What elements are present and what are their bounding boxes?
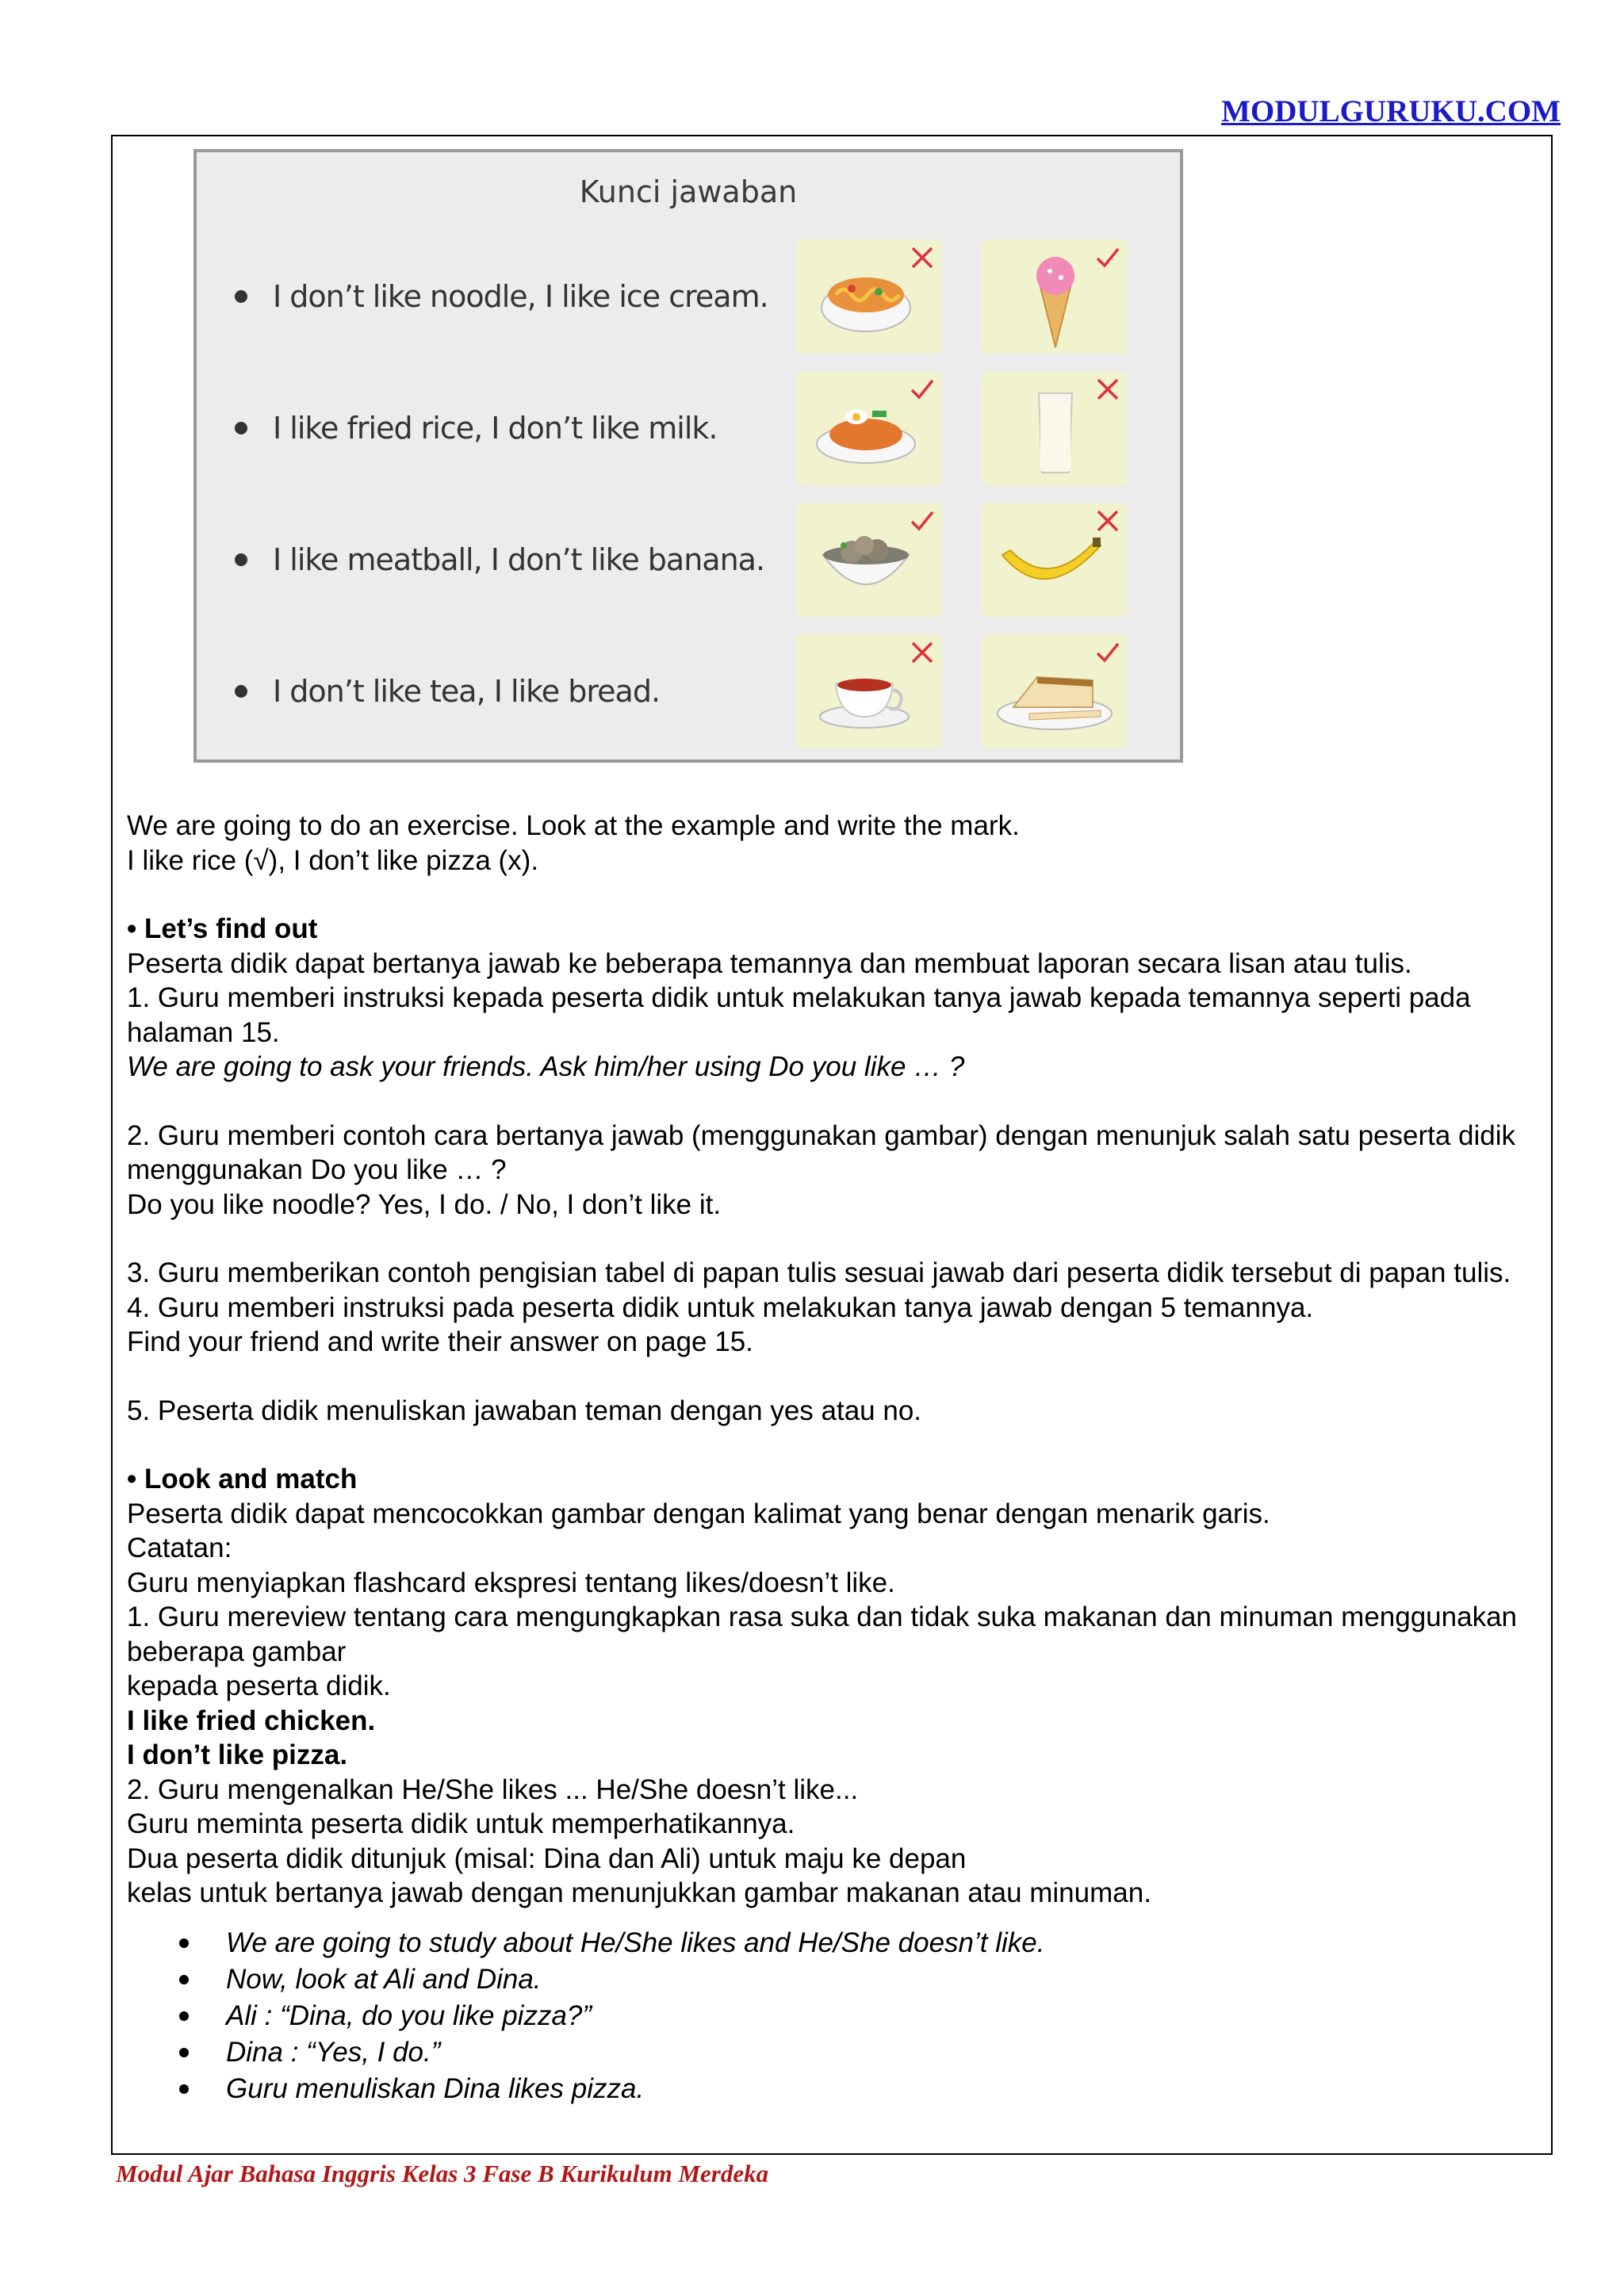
answer-sentence: I like fried rice, I don’t like milk. xyxy=(273,411,718,446)
section-heading: • Look and match xyxy=(127,1464,358,1494)
paragraph: 2. Guru mengenalkan He/She likes ... He/She doesn’t like... xyxy=(127,1774,859,1805)
bullet-icon xyxy=(235,422,247,434)
paragraph: Peserta didik dapat bertanya jawab ke beberapa temannya dan membuat laporan secara lisan atau tulis. xyxy=(127,947,1412,979)
cross-mark-icon xyxy=(1094,376,1121,403)
list-item: Ali : “Dina, do you like pizza?” xyxy=(127,1998,1538,2034)
paragraph: 2. Guru memberi contoh cara bertanya jawab (menggunakan gambar) dengan menunjuk salah satu peserta didik menggunakan Do you like … ? xyxy=(127,1119,1516,1185)
food-tile xyxy=(796,371,942,485)
answer-key-row xyxy=(197,239,1180,358)
cross-mark-icon xyxy=(909,639,936,666)
paragraph: Find your friend and write their answer on page 15. xyxy=(127,1326,753,1357)
paragraph: Guru meminta peserta didik untuk memperhatikannya. xyxy=(127,1808,795,1839)
list-item: Dina : “Yes, I do.” xyxy=(127,2034,1538,2071)
food-tile xyxy=(796,239,942,354)
food-tile xyxy=(982,503,1128,617)
check-mark-icon xyxy=(909,376,936,403)
answer-key-figure xyxy=(193,149,1183,763)
answer-sentence: I like meatball, I don’t like banana. xyxy=(273,542,765,577)
paragraph: 5. Peserta didik menuliskan jawaban teman dengan yes atau no. xyxy=(127,1395,922,1426)
paragraph: We are going to ask your friends. Ask him/her using Do you like … ? xyxy=(127,1051,965,1082)
paragraph: 4. Guru memberi instruksi pada peserta didik untuk melakukan tanya jawab dengan 5 temannya. xyxy=(127,1292,1314,1323)
food-tile xyxy=(982,634,1128,748)
bullet-icon xyxy=(235,553,247,566)
paragraph: Do you like noodle? Yes, I do. / No, I don’t like it. xyxy=(127,1188,722,1220)
list-item: Guru menuliskan Dina likes pizza. xyxy=(127,2071,1538,2107)
page-body xyxy=(127,809,1538,2107)
bullet-icon xyxy=(235,685,247,698)
food-tile xyxy=(796,503,942,617)
dialogue-list xyxy=(127,1925,1538,2107)
answer-key-row xyxy=(197,634,1180,753)
example-sentence: I don’t like pizza. xyxy=(127,1739,348,1770)
list-item: Now, look at Ali and Dina. xyxy=(127,1961,1538,1998)
paragraph: Dua peserta didik ditunjuk (misal: Dina dan Ali) untuk maju ke depan xyxy=(127,1843,967,1874)
page-footer: Modul Ajar Bahasa Inggris Kelas 3 Fase B Kurikulum Merdeka xyxy=(116,2160,769,2187)
paragraph: Guru menyiapkan flashcard ekspresi tentang likes/doesn’t like. xyxy=(127,1567,895,1598)
paragraph: I like rice (√), I don’t like pizza (x). xyxy=(127,844,539,876)
answer-key-row xyxy=(197,371,1180,490)
answer-key-row xyxy=(197,503,1180,622)
paragraph: kelas untuk bertanya jawab dengan menunjukkan gambar makanan atau minuman. xyxy=(127,1877,1151,1908)
paragraph: 1. Guru memberi instruksi kepada peserta didik untuk melakukan tanya jawab kepada temannya seperti pada halaman 15. xyxy=(127,982,1471,1048)
check-mark-icon xyxy=(909,507,936,534)
paragraph: Peserta didik dapat mencocokkan gambar dengan kalimat yang benar dengan menarik garis. xyxy=(127,1498,1270,1529)
list-item: We are going to study about He/She likes and He/She doesn’t like. xyxy=(127,1925,1538,1961)
answer-key-title: Kunci jawaban xyxy=(579,174,798,209)
example-sentence: I like fried chicken. xyxy=(127,1705,376,1736)
check-mark-icon xyxy=(1094,244,1121,271)
paragraph: 3. Guru memberikan contoh pengisian tabel di papan tulis sesuai jawab dari peserta didik tersebut di papan tulis. xyxy=(127,1257,1511,1288)
paragraph: 1. Guru mereview tentang cara mengungkapkan rasa suka dan tidak suka makanan dan minuman menggunakan beberapa gambar xyxy=(127,1601,1518,1667)
answer-sentence: I don’t like tea, I like bread. xyxy=(273,674,661,709)
cross-mark-icon xyxy=(909,244,936,271)
food-tile xyxy=(982,371,1128,485)
check-mark-icon xyxy=(1094,639,1121,666)
answer-sentence: I don’t like noodle, I like ice cream. xyxy=(273,279,768,314)
food-tile xyxy=(796,634,942,748)
food-tile xyxy=(982,239,1128,354)
bullet-icon xyxy=(235,290,247,303)
paragraph: Catatan: xyxy=(127,1533,232,1563)
paragraph: We are going to do an exercise. Look at the example and write the mark. xyxy=(127,810,1020,841)
cross-mark-icon xyxy=(1094,507,1121,534)
site-link[interactable]: MODULGURUKU.COM xyxy=(1221,94,1561,128)
paragraph: kepada peserta didik. xyxy=(127,1670,391,1701)
section-heading: • Let’s find out xyxy=(127,913,318,944)
